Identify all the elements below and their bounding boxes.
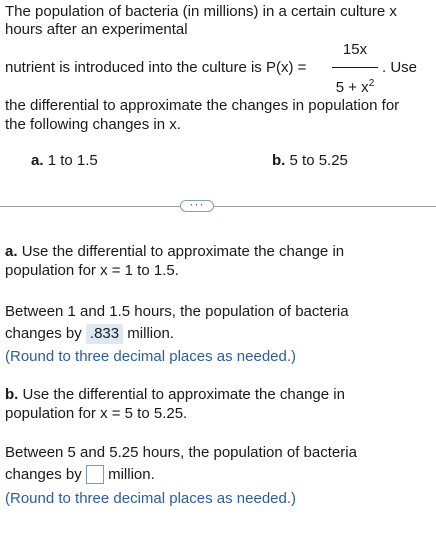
problem-line-1: The population of bacteria (in millions) in a certain culture x (5, 3, 397, 20)
part-b-summary-text: 5 to 5.25 (289, 152, 348, 169)
part-a-question-line-1 (5, 242, 344, 261)
part-b-answer-prefix: changes by (5, 466, 82, 483)
part-a-answer-prefix: changes by (5, 325, 82, 342)
problem-line-2: hours after an experimental (5, 21, 188, 38)
part-b-answer-suffix: million. (108, 466, 155, 483)
part-b-answer-line-2 (5, 465, 155, 484)
problem-line-4: the differential to approximate the changes in population for (5, 97, 400, 114)
fraction-denominator: $5 + x^2$ (335, 78, 375, 96)
part-b-question-line-1 (5, 385, 345, 404)
part-a-summary (31, 151, 98, 170)
part-a-answer-suffix: million. (127, 325, 174, 342)
part-a-round-hint: (Round to three decimal places as needed.) (5, 348, 297, 365)
part-b-label: b. (5, 386, 19, 403)
part-a-question-text: Use the differential to approximate the change in (21, 243, 345, 260)
part-a-summary-label: a. (31, 152, 44, 169)
fraction-bar (332, 67, 378, 68)
part-a-summary-text: 1 to 1.5 (47, 152, 98, 169)
part-b-summary-label: b. (272, 152, 286, 169)
problem-line-5: the following changes in x. (5, 116, 181, 133)
expand-more-button[interactable]: ··· (180, 200, 214, 212)
problem-line-3-prefix: nutrient is introduced into the culture is P(x) = (5, 59, 307, 76)
part-b-answer-line-1: Between 5 and 5.25 hours, the population of bacteria (5, 444, 357, 461)
fraction-numerator: 15x (342, 41, 368, 58)
part-a-label: a. (5, 243, 18, 260)
population-fraction (330, 38, 380, 98)
part-b-summary (272, 151, 348, 170)
part-a-question-line-2: population for x = 1 to 1.5. (5, 262, 179, 279)
part-b-answer-field[interactable] (86, 465, 104, 484)
part-a-answer-line-1: Between 1 and 1.5 hours, the population of bacteria (5, 303, 349, 320)
part-b-question-line-2: population for x = 5 to 5.25. (5, 405, 188, 422)
problem-line-3-suffix: . Use (382, 59, 418, 76)
part-a-answer-line-2 (5, 324, 174, 344)
part-b-round-hint: (Round to three decimal places as needed.) (5, 490, 297, 507)
section-divider (0, 206, 436, 207)
part-a-answer-field[interactable]: .833 (86, 324, 123, 344)
part-b-question-text: Use the differential to approximate the change in (22, 386, 345, 403)
